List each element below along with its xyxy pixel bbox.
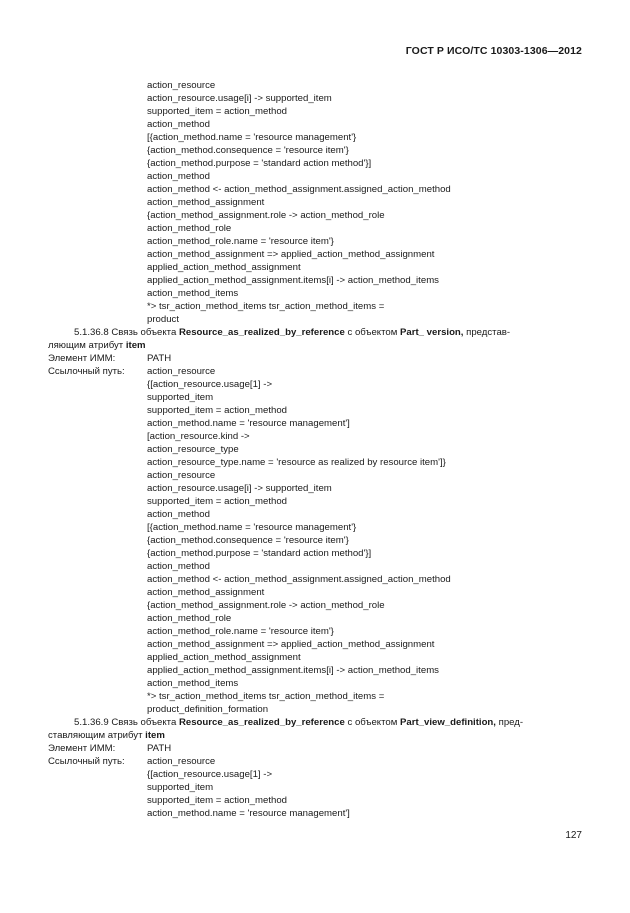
reference-path-line: action_resource bbox=[147, 470, 216, 481]
heading-mid: с объектом bbox=[344, 717, 400, 728]
reference-path-label: Ссылочный путь: bbox=[48, 756, 125, 767]
reference-path-row bbox=[48, 755, 588, 820]
heading-mid: с объектом bbox=[344, 327, 400, 338]
reference-path-line: [{action_method.name = 'resource management'} bbox=[147, 132, 357, 143]
section-heading-continuation bbox=[48, 339, 588, 352]
reference-path-line: [action_resource.kind -> bbox=[147, 431, 250, 442]
reference-path-line: action_method <- action_method_assignment.assigned_action_method bbox=[147, 184, 451, 195]
reference-path-line: action_resource bbox=[147, 80, 216, 91]
reference-path-line: action_method_role.name = 'resource item'} bbox=[147, 626, 334, 637]
imm-value: PATH bbox=[147, 353, 172, 364]
heading-target: Part_ version, bbox=[400, 327, 464, 338]
reference-path-line: action_method_assignment => applied_action_method_assignment bbox=[147, 639, 435, 650]
reference-path-block-3 bbox=[48, 755, 588, 820]
reference-path-line: action_method bbox=[147, 171, 210, 182]
imm-value: PATH bbox=[147, 743, 172, 754]
page-number: 127 bbox=[565, 830, 582, 841]
reference-path-line: action_method <- action_method_assignment.assigned_action_method bbox=[147, 574, 451, 585]
heading-number: 5.1.36.8 Связь объекта bbox=[74, 327, 179, 338]
reference-path-line: applied_action_method_assignment.items[i] -> action_method_items bbox=[147, 275, 439, 286]
reference-path-line: action_method.name = 'resource management'] bbox=[147, 418, 350, 429]
heading-number: 5.1.36.9 Связь объекта bbox=[74, 717, 179, 728]
imm-label: Элемент ИММ: bbox=[48, 353, 116, 364]
heading-attr: item bbox=[145, 730, 165, 741]
heading-tail: представ- bbox=[463, 327, 511, 338]
imm-element-row bbox=[48, 742, 588, 755]
heading-attr: item bbox=[125, 340, 146, 351]
reference-path-line: {action_method.consequence = 'resource item'} bbox=[147, 145, 349, 156]
heading-attr-text: ляющим атрибут bbox=[48, 340, 126, 351]
page-content bbox=[48, 79, 588, 820]
reference-path-line: {action_method_assignment.role -> action_method_role bbox=[147, 210, 385, 221]
reference-path-line: applied_action_method_assignment bbox=[147, 652, 301, 663]
reference-path-row bbox=[48, 365, 588, 716]
reference-path-line: applied_action_method_assignment bbox=[147, 262, 301, 273]
reference-path-line: action_method_role bbox=[147, 223, 232, 234]
reference-path-line: supported_item = action_method bbox=[147, 106, 287, 117]
reference-path-line: {action_method.purpose = 'standard action method'}] bbox=[147, 158, 372, 169]
reference-path-line: action_method_role bbox=[147, 613, 232, 624]
reference-path-line: {action_method.consequence = 'resource item'} bbox=[147, 535, 349, 546]
reference-path-line: action_method bbox=[147, 561, 210, 572]
reference-path-line: *> tsr_action_method_items tsr_action_method_items = bbox=[147, 691, 385, 702]
reference-path-line: action_method_assignment bbox=[147, 587, 265, 598]
reference-path-line: {[action_resource.usage[1] -> bbox=[147, 379, 273, 390]
reference-path-line: action_resource bbox=[147, 756, 216, 767]
reference-path-line: action_method.name = 'resource management'] bbox=[147, 808, 350, 819]
reference-path-block-2 bbox=[48, 365, 588, 716]
reference-path-line: supported_item = action_method bbox=[147, 405, 287, 416]
reference-path-line: supported_item bbox=[147, 392, 214, 403]
heading-tail: пред- bbox=[495, 717, 524, 728]
section-heading-5-1-36-9 bbox=[48, 716, 588, 729]
reference-path-line: action_method_items bbox=[147, 288, 239, 299]
reference-path-line: action_method_assignment bbox=[147, 197, 265, 208]
heading-entity: Resource_as_realized_by_reference bbox=[178, 717, 345, 728]
reference-path-line: action_resource.usage[i] -> supported_item bbox=[147, 483, 332, 494]
reference-path-line: product_definition_formation bbox=[147, 704, 269, 715]
reference-path-line: action_method_items bbox=[147, 678, 239, 689]
reference-path-line: supported_item bbox=[147, 782, 214, 793]
heading-target: Part_view_definition, bbox=[400, 717, 496, 728]
heading-attr-text: ставляющим атрибут bbox=[48, 730, 146, 741]
reference-path-line: [{action_method.name = 'resource management'} bbox=[147, 522, 357, 533]
reference-path-line: action_method_assignment => applied_action_method_assignment bbox=[147, 249, 435, 260]
imm-label: Элемент ИММ: bbox=[48, 743, 116, 754]
reference-path-label: Ссылочный путь: bbox=[48, 366, 125, 377]
reference-path-block-1 bbox=[48, 79, 588, 326]
section-heading-continuation bbox=[48, 729, 588, 742]
heading-entity: Resource_as_realized_by_reference bbox=[178, 327, 345, 338]
reference-path-line: action_resource.usage[i] -> supported_item bbox=[147, 93, 332, 104]
reference-path-line: action_resource_type.name = 'resource as realized by resource item']} bbox=[147, 457, 446, 468]
section-heading-5-1-36-8 bbox=[48, 326, 588, 339]
reference-path-line: {[action_resource.usage[1] -> bbox=[147, 769, 273, 780]
reference-path-line: action_resource bbox=[147, 366, 216, 377]
reference-path-line: supported_item = action_method bbox=[147, 496, 287, 507]
reference-path-line: action_method bbox=[147, 119, 210, 130]
reference-path-line: supported_item = action_method bbox=[147, 795, 287, 806]
reference-path-line: *> tsr_action_method_items tsr_action_method_items = bbox=[147, 301, 385, 312]
reference-path-line: action_method bbox=[147, 509, 210, 520]
reference-path-line: {action_method.purpose = 'standard action method'}] bbox=[147, 548, 372, 559]
reference-path-line: product bbox=[147, 314, 179, 325]
reference-path-line: applied_action_method_assignment.items[i] -> action_method_items bbox=[147, 665, 439, 676]
imm-element-row bbox=[48, 352, 588, 365]
document-header: ГОСТ Р ИСО/ТС 10303-1306—2012 bbox=[405, 45, 582, 57]
reference-path-line: {action_method_assignment.role -> action_method_role bbox=[147, 600, 385, 611]
reference-path-line: action_resource_type bbox=[147, 444, 239, 455]
reference-path-line: action_method_role.name = 'resource item'} bbox=[147, 236, 334, 247]
